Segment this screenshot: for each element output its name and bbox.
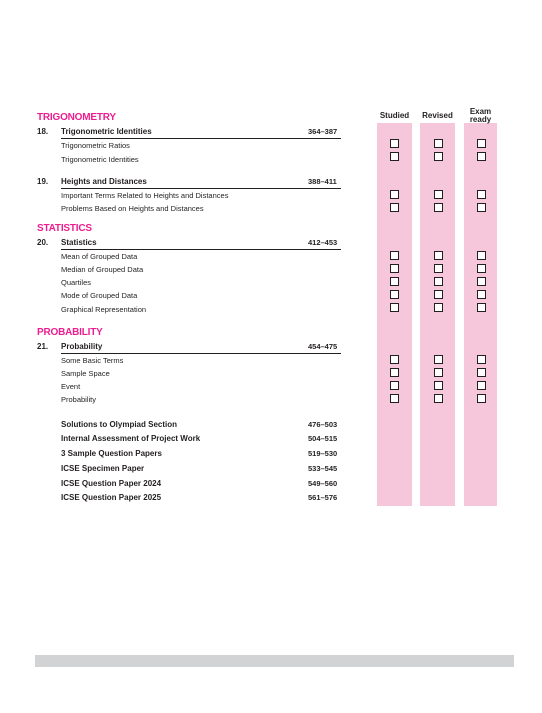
chapter-rule [61,138,341,139]
chapter-title[interactable]: Trigonometric Identities [61,127,152,136]
topic: Mean of Grouped Data [61,252,138,261]
topic: Median of Grouped Data [61,265,144,274]
revised-header: Revised [422,111,453,120]
exam-ready-checkbox[interactable] [477,368,486,377]
extra-title[interactable]: ICSE Specimen Paper [61,464,145,473]
revised-checkbox[interactable] [434,368,443,377]
exam-ready-header-line2: ready [469,115,492,124]
revised-checkbox[interactable] [434,251,443,260]
studied-checkbox[interactable] [390,264,399,273]
exam-ready-column [464,123,497,506]
revised-checkbox[interactable] [434,277,443,286]
exam-ready-checkbox[interactable] [477,290,486,299]
chapter-title[interactable]: Statistics [61,238,97,247]
studied-checkbox[interactable] [390,368,399,377]
topic: Sample Space [61,369,110,378]
topic: Event [61,382,81,391]
extra-pages: 476–503 [308,420,338,429]
topic: Graphical Representation [61,305,147,314]
exam-ready-checkbox[interactable] [477,139,486,148]
studied-checkbox[interactable] [390,203,399,212]
chapter-number: 20. [37,238,49,247]
studied-checkbox[interactable] [390,190,399,199]
chapter-title[interactable]: Probability [61,342,103,351]
revised-checkbox[interactable] [434,381,443,390]
topic: Trigonometric Ratios [61,141,130,150]
exam-ready-checkbox[interactable] [477,381,486,390]
revised-checkbox[interactable] [434,203,443,212]
chapter-pages: 364–387 [308,127,338,136]
studied-checkbox[interactable] [390,303,399,312]
studied-column [377,123,412,506]
revised-checkbox[interactable] [434,303,443,312]
extra-pages: 504–515 [308,434,338,443]
exam-ready-checkbox[interactable] [477,303,486,312]
studied-checkbox[interactable] [390,355,399,364]
topic: Probability [61,395,97,404]
extra-pages: 533–545 [308,464,338,473]
exam-ready-checkbox[interactable] [477,355,486,364]
chapter-rule [61,188,341,189]
studied-checkbox[interactable] [390,381,399,390]
chapter-rule [61,249,341,250]
revised-checkbox[interactable] [434,264,443,273]
topic: Problems Based on Heights and Distances [61,204,204,213]
studied-checkbox[interactable] [390,290,399,299]
studied-checkbox[interactable] [390,139,399,148]
chapter-pages: 412–453 [308,238,338,247]
topic: Mode of Grouped Data [61,291,138,300]
section-title: STATISTICS [37,223,92,234]
exam-ready-checkbox[interactable] [477,264,486,273]
chapter-number: 18. [37,127,49,136]
exam-ready-header-line1: Exam [469,107,492,116]
chapter-number: 21. [37,342,49,351]
studied-checkbox[interactable] [390,394,399,403]
extra-title[interactable]: Solutions to Olympiad Section [61,420,178,429]
studied-checkbox[interactable] [390,152,399,161]
extra-title[interactable]: ICSE Question Paper 2024 [61,479,162,488]
revised-checkbox[interactable] [434,152,443,161]
topic: Some Basic Terms [61,356,124,365]
extra-pages: 561–576 [308,493,338,502]
section-title: TRIGONOMETRY [37,112,116,123]
extra-pages: 519–530 [308,449,338,458]
revised-checkbox[interactable] [434,394,443,403]
chapter-number: 19. [37,177,49,186]
revised-checkbox[interactable] [434,355,443,364]
exam-ready-checkbox[interactable] [477,203,486,212]
studied-checkbox[interactable] [390,277,399,286]
exam-ready-header [464,108,497,124]
exam-ready-checkbox[interactable] [477,394,486,403]
chapter-pages: 388–411 [308,177,337,186]
exam-ready-checkbox[interactable] [477,277,486,286]
chapter-title[interactable]: Heights and Distances [61,177,147,186]
topic: Important Terms Related to Heights and Distances [61,191,229,200]
studied-header: Studied [379,111,410,120]
extra-title[interactable]: 3 Sample Question Papers [61,449,162,458]
topic: Trigonometric Identities [61,155,139,164]
extra-pages: 549–560 [308,479,338,488]
exam-ready-checkbox[interactable] [477,251,486,260]
revised-checkbox[interactable] [434,139,443,148]
revised-checkbox[interactable] [434,290,443,299]
exam-ready-checkbox[interactable] [477,152,486,161]
section-title: PROBABILITY [37,327,103,338]
revised-checkbox[interactable] [434,190,443,199]
chapter-pages: 454–475 [308,342,338,351]
topic: Quartiles [61,278,92,287]
extra-title[interactable]: Internal Assessment of Project Work [61,434,201,443]
footer-bar [35,655,514,667]
chapter-rule [61,353,341,354]
studied-checkbox[interactable] [390,251,399,260]
revised-column [420,123,455,506]
exam-ready-checkbox[interactable] [477,190,486,199]
extra-title[interactable]: ICSE Question Paper 2025 [61,493,162,502]
